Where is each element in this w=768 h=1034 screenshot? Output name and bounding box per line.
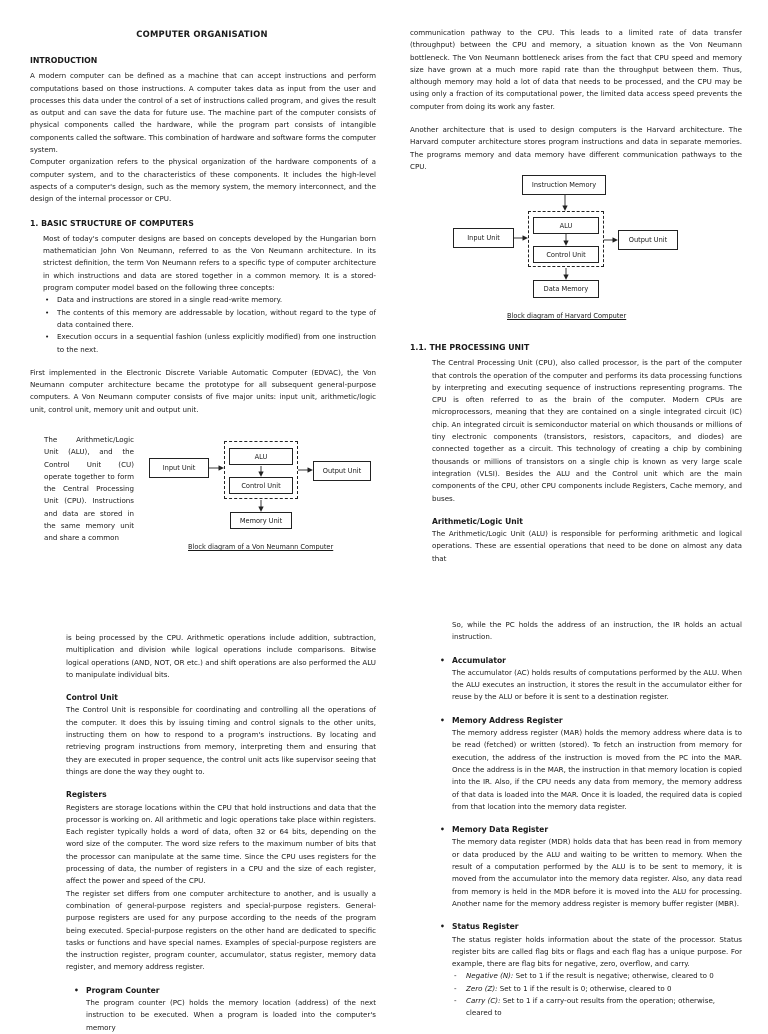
vn-memory-unit-box: Memory Unit xyxy=(230,512,292,529)
intro-paragraph-2: Computer organization refers to the physical organization of the hardware components of a computer system, and to the characteristics of these components. It includes the high-level aspects of a computer's design, such as the memory system, the memory interconnect, and the design of the internal processor or CPU. xyxy=(30,157,376,204)
mdr-paragraph: The memory data register (MDR) holds data that has been read in from memory or data produced by the ALU and waiting to be written to memory. When the result of a computation performed by the ALU is to be sent to memory, it is moved from the accumulator into the memory data register. Also, any data read from memory is held in the MDR before it is moved into the ALU for processing. Another name for the memory address register is memory buffer register (MBR). xyxy=(452,837,742,908)
hv-input-unit-box: Input Unit xyxy=(453,228,514,248)
lower-left-column xyxy=(66,632,376,1034)
list-item: • Data and instructions are stored in a single read-write memory. xyxy=(43,294,376,306)
mar-heading: • Memory Address Register xyxy=(440,715,742,727)
accumulator-paragraph: The accumulator (AC) holds results of computations performed by the ALU. When the ALU executes an instruction, it stores the result in the accumulator either for reuse by the ALU or before it is sent to a destination register. xyxy=(452,667,742,702)
vn-output-unit-box: Output Unit xyxy=(313,461,371,481)
vn-alu-box: ALU xyxy=(229,448,293,465)
list-item: - Carry (C): Set to 1 if a carry-out results from the operation; otherwise, cleared to xyxy=(452,995,742,1020)
control-unit-paragraph: The Control Unit is responsible for coordinating and controlling all the operations of the computer. It does this by issuing timing and control signals to the other units, instructing them on how to respond to a program's instructions. By locating and retrieving program instructions from memory, interpreting them and ensuring that they are executed in proper sequence, the control unit acts like supervisor seeing that things are done the way they ought to. xyxy=(66,705,376,776)
program-counter-heading: • Program Counter xyxy=(74,985,376,997)
processing-unit-section xyxy=(410,342,742,565)
registers-paragraph-2: The register set differs from one computer architecture to another, and is usually a combination of general-purpose registers and special-purpose registers. General-purpose registers are used for any purpose according to the needs of the program being executed. Special-purpose registers on the other hand are dedicated to specific tasks or functions and have special names. Examples of special-purpose registers are the instruction register, program counter, accumulator, status register, memory data register, and memory address register. xyxy=(66,888,376,972)
hv-control-unit-box: Control Unit xyxy=(533,246,599,263)
alu-continued-paragraph: is being processed by the CPU. Arithmetic operations include addition, subtraction, multiplication and division while logical operations include comparisons. Bitwise logical operations (AND, NOT, OR etc.) and shift operations are also performed the ALU to manipulate individual bits. xyxy=(66,633,376,679)
ir-summary-paragraph: So, while the PC holds the address of an instruction, the IR holds an actual instruction. xyxy=(452,620,742,642)
section-1-paragraph-1: Most of today's computer designs are based on concepts developed by the Hungarian born mathematician John Von Neumann, referred to as the Von Neumann architecture. In its strictest definition, the term Von Neumann refers to a specific type of computer architecture in which instructions and data are stored together in a common memory. It is a stored-program computer model based on the following three concepts: xyxy=(43,233,376,293)
vn-control-unit-box: Control Unit xyxy=(229,477,293,494)
list-item: - Negative (N): Set to 1 if the result is negative; otherwise, cleared to 0 xyxy=(452,970,742,982)
intro-heading: INTRODUCTION xyxy=(30,56,98,65)
mar-paragraph: The memory address register (MAR) holds the memory address where data is to be read (fetched) or written (stored). To fetch an instruction from memory for execution, the address of the instruction is moved from the PC into the MAR. Once the address is in the MAR, the instruction in that memory location is copied into the IR. Also, if the CPU needs any data from memory, the memory address of that data is loaded into the MAR. Once it is loaded, the required data is copied from that location into the memory data register. xyxy=(452,728,742,811)
harvard-diagram-caption: Block diagram of Harvard Computer xyxy=(507,312,627,320)
status-register-paragraph: The status register holds information about the state of the processor. Status register bits are called flag bits or flags and each flag has a unique purpose. For example, there are flag bits for negative, zero, overflow, and carry. xyxy=(452,934,742,969)
registers-paragraph-1: Registers are storage locations within the CPU that hold instructions and data that the processor is working on. All arithmetic and logic operations take place within registers. Each register typically holds a word of data, often 32 or 64 bits, depending on the word size of the computer. The word size refers to the maximum number of bits that the processor can manipulate at the same time. Since the CPU uses registers for the processing of data, the number of registers in a CPU and the size of each register, affect the power and speed of the CPU. xyxy=(66,802,376,886)
section-1-1-heading: 1.1. THE PROCESSING UNIT xyxy=(410,343,530,352)
cpu-paragraph: The Central Processing Unit (CPU), also called processor, is the part of the computer that controls the operation of the computer and performs its data processing functions by interpreting and executing sequence of instructions representing programs. The CPU is often referred to as the brain of the computer. Modern CPUs are microprocessors, meaning that they are contained on a single integrated circuit (IC) chip. An integrated circuit is semiconductor material on which thousands or millions of tiny electronic components (transistors, resistors, capacitors, and diodes) are connected together as a circuit. This technology of creating a chip by combining thousands or millions of transistors on a single chip is known as very large scale integration (VLSI). Besides the ALU and the Control unit which are the main components of the CPU, other CPU components include Registers, Cache memory, and buses. xyxy=(432,358,742,503)
list-item: • Execution occurs in a sequential fashion (unless explicitly modified) from one instruction to the next. xyxy=(43,331,376,356)
page-title: COMPUTER ORGANISATION xyxy=(136,29,268,39)
section-1-paragraph-3: The Arithmetic/Logic Unit (ALU), and the Control Unit (CU) operate together to form the Central Processing Unit (CPU). Instructions and data are stored in the same memory unit and share a common xyxy=(44,435,134,543)
status-register-heading: • Status Register xyxy=(440,921,742,933)
lower-right-column xyxy=(440,619,742,1020)
section-1-paragraph-2: First implemented in the Electronic Discrete Variable Automatic Computer (EDVAC), the Von Neumann computer architecture became the prototype for all subsequent general-purpose computers. A Von Neumann computer consists of five major units: input unit, arithmetic/logic unit, control unit, memory unit and output unit. xyxy=(30,367,376,414)
program-counter-paragraph: The program counter (PC) holds the memory location (address) of the next instruction to be executed. When a program is loaded into the computer's memory xyxy=(86,998,376,1032)
hv-instruction-memory-box: Instruction Memory xyxy=(522,175,606,195)
control-unit-heading: Control Unit xyxy=(66,693,118,703)
harvard-paragraph: Another architecture that is used to design computers is the Harvard architecture. The Harvard computer architecture stores program instructions and data in separate memories. The programs memory and data memory have different communication pathways to the CPU. xyxy=(410,125,742,171)
flag-list xyxy=(440,970,742,1019)
registers-heading: Registers xyxy=(66,790,107,800)
list-item: • The contents of this memory are addressable by location, without regard to the type of data contained there. xyxy=(43,307,376,332)
intro-paragraph-1: A modern computer can be defined as a machine that can accept instructions and perform computations based on those instructions. A computer takes data as input from the user and processes this data under the control of a set of instructions called program, and gives the result as output and can save the data for future use. The machine part of the computer consists of physical components called the hardware, while the program part consists of intangible components called the software. This combination of hardware and software forms the computer system. xyxy=(30,71,376,155)
section-1-heading: 1. BASIC STRUCTURE OF COMPUTERS xyxy=(30,218,194,228)
hv-alu-box: ALU xyxy=(533,217,599,234)
alu-paragraph: The Arithmetic/Logic Unit (ALU) is responsible for performing arithmetic and logical operations. These are essential operations that need to be done on almost any data that xyxy=(432,529,742,563)
list-item: - Zero (Z): Set to 1 if the result is 0; otherwise, cleared to 0 xyxy=(452,983,742,995)
alu-heading: Arithmetic/Logic Unit xyxy=(432,516,523,526)
vn-input-unit-box: Input Unit xyxy=(149,458,209,478)
accumulator-heading: • Accumulator xyxy=(440,655,742,667)
vn-diagram-caption: Block diagram of a Von Neumann Computer xyxy=(188,543,334,551)
mdr-heading: • Memory Data Register xyxy=(440,824,742,836)
hv-output-unit-box: Output Unit xyxy=(618,230,678,250)
hv-data-memory-box: Data Memory xyxy=(533,280,599,298)
bottleneck-paragraph: communication pathway to the CPU. This leads to a limited rate of data transfer (throughput) between the CPU and memory, a situation known as the Von Neumann bottleneck. The Von Neumann bottleneck arises from the fact that CPU speed and memory size have grown at a much more rapid rate than the throughput between them. Thus, although memory may hold a lot of data that needs to be processed, and the CPU may be using only a fraction of its computational power, the limited data access speed prevents the computer from doing its work any faster. xyxy=(410,28,742,111)
